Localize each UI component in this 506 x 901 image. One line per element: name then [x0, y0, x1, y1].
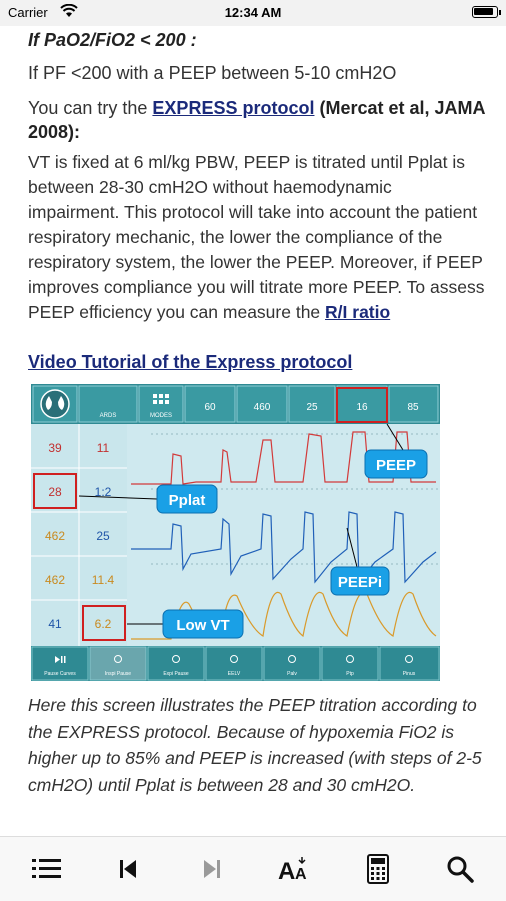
calculator-icon[interactable]: [358, 851, 398, 887]
lungs-icon: [41, 390, 69, 418]
setting-value-3: 25: [306, 402, 318, 413]
section-heading: If PaO2/FiO2 < 200 :: [28, 30, 197, 50]
left-value-5a: 41: [48, 617, 62, 631]
battery-icon: [472, 6, 498, 18]
left-value-ie: 1:2: [94, 485, 112, 499]
article-content: [0, 26, 506, 836]
left-value-4a: 462: [44, 573, 66, 587]
status-bar: [0, 0, 506, 26]
setting-value-2: 460: [253, 402, 271, 413]
modes-label: MODES: [149, 413, 173, 419]
peepi-callout: PEEPi: [337, 574, 383, 591]
left-value-1b: 11: [96, 441, 110, 455]
peep-callout: PEEP: [375, 457, 417, 474]
text-size-icon[interactable]: [275, 851, 315, 887]
left-value-3b: 25: [96, 529, 110, 543]
left-value-pplat: 28: [48, 485, 62, 499]
video-tutorial-link[interactable]: Video Tutorial of the Express protocol: [28, 352, 353, 372]
express-protocol-link[interactable]: EXPRESS protocol: [152, 98, 315, 118]
inspi-pause-label: Inspi Pause: [104, 671, 132, 677]
pplat-callout: Pplat: [168, 492, 206, 509]
ards-label: ARDS: [99, 413, 117, 419]
left-value-3a: 462: [44, 529, 66, 543]
figure-caption: Here this screen illustrates the PEEP titration according to the EXPRESS protocol. Because of hypoxemia FiO2 is higher up to 85% and PEEP is increased (with steps of 2-5 cmH2O) until Pplat is between 28 and 30 cmH2O.: [28, 695, 482, 795]
bottom-toolbar: [0, 836, 506, 901]
lowvt-callout: Low VT: [176, 617, 230, 634]
expi-pause-label: Expi Pause: [163, 671, 189, 677]
express-intro: You can try the EXPRESS protocol (Mercat et al, JAMA 2008):: [28, 98, 485, 142]
clock: 12:34 AM: [224, 5, 282, 20]
setting-value-fio2: 85: [407, 402, 419, 413]
left-value-4b: 11.4: [91, 573, 115, 587]
setting-value-peep: 16: [356, 402, 368, 413]
protocol-paragraph: VT is fixed at 6 ml/kg PBW, PEEP is titrated until Pplat is between 28-30 cmH2O without haemodynamic impairment. This protocol will take into account the patient respiratory mechanic, the lower the compliance of the respiratory system, the lower the PEEP. Moreover, if PEEP improves compliance you will titrate more PEEP. To assess PEEP efficiency you can measure the R/I ratio: [28, 152, 485, 322]
svg-text:A: A: [278, 858, 296, 883]
carrier-label: Carrier: [8, 5, 48, 20]
ptp-label: Ptp: [346, 671, 354, 677]
left-value-vt: 6.2: [94, 617, 112, 631]
search-icon[interactable]: [440, 851, 480, 887]
list-icon[interactable]: [27, 851, 67, 887]
ventilator-screenshot[interactable]: [31, 384, 440, 681]
pinus-label: Pinus: [402, 671, 416, 677]
svg-text:A: A: [295, 866, 307, 883]
next-icon[interactable]: [192, 851, 232, 887]
setting-value-1: 60: [204, 402, 216, 413]
pause-curves-label: Pause Curves: [44, 671, 76, 677]
left-value-1a: 39: [48, 441, 62, 455]
previous-icon[interactable]: [108, 851, 148, 887]
ri-ratio-link[interactable]: R/I ratio: [325, 302, 391, 322]
pf-condition-text: If PF <200 with a PEEP between 5-10 cmH2O: [28, 63, 397, 83]
palv-label: Palv: [287, 671, 297, 677]
eelv-label: EELV: [227, 671, 241, 677]
